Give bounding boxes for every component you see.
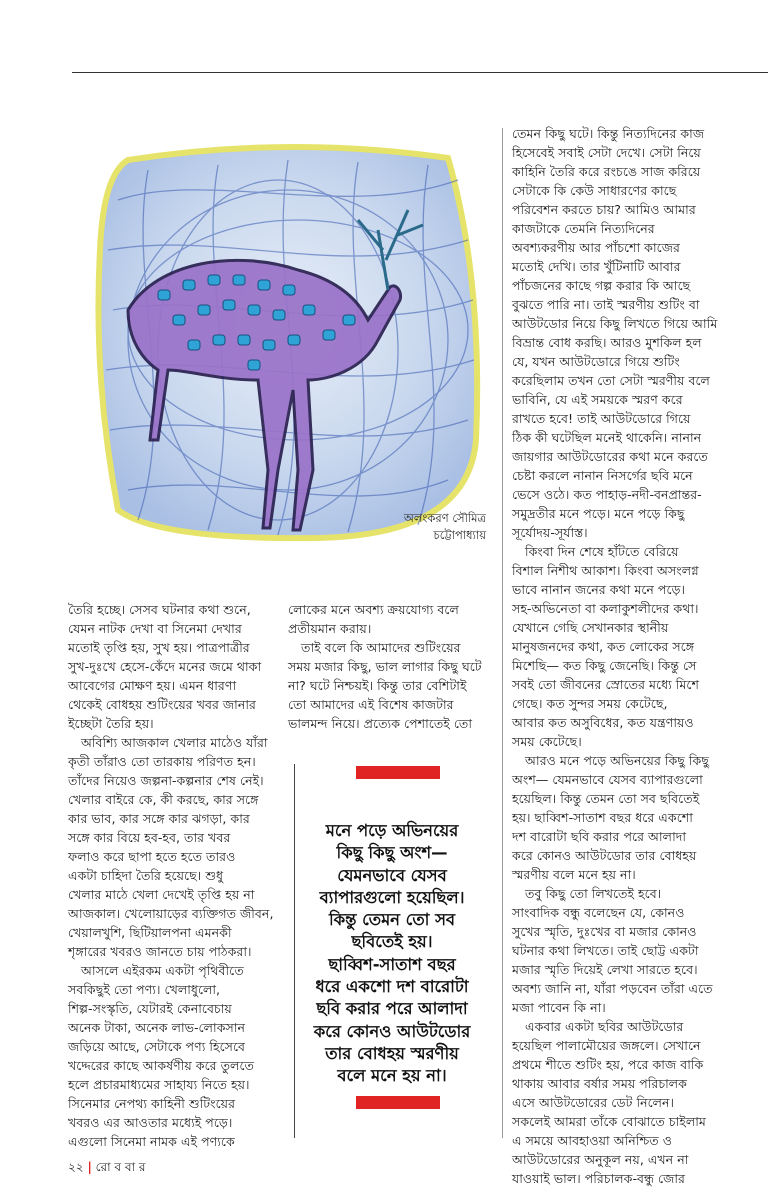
text-line: রাখতে হবে! তাই আউটডোরে গিয়ে	[512, 411, 691, 426]
text-line: কার ভাব, কার সঙ্গে কার ঝগড়া, কার	[68, 811, 250, 826]
text-line: হয়েছিল। কিন্তু তেমন তো সব ছবিতেই	[512, 791, 700, 806]
text-line: শৃঙ্গারের খবরও জানতে চায় পাঠকরা।	[68, 944, 252, 959]
pullquote-line: ধরে একশো দশ বারোটা	[315, 977, 469, 997]
text-line: ভাবে নানান জনের কথা মনে পড়ে।	[512, 582, 686, 597]
page-number: ২২	[68, 1160, 84, 1174]
article-column-1	[68, 600, 280, 1151]
text-line: সময় মজার কিছু, ভাল লাগার কিছু ঘটে	[288, 659, 482, 674]
text-line: যে, যখন আউটডোরে গিয়ে শুটিং	[512, 354, 680, 369]
text-line: অনেক টাকা, অনেক লাভ-লোকসান	[68, 1020, 245, 1035]
text-line: পরিবেশন করতে চায়? আমিও আমার	[512, 202, 696, 217]
text-line: আবেগের মোক্ষণ হয়। এমন ধারণা	[68, 678, 237, 693]
text-line: ফলাও করে ছাপা হতে হতে তারও	[68, 849, 236, 864]
magazine-name: রো ব বা র	[95, 1160, 146, 1174]
text-line: তাই বলে কি আমাদের শুটিংয়ের	[301, 640, 461, 655]
text-line: কাজটাকে তেমনি নিত্যদিনের	[512, 221, 655, 236]
text-line: সবকিছুই তো পণ্য। খেলাধুলো,	[68, 982, 221, 997]
text-line: বিশাল নিশীথ আকাশ। কিংবা অসংলগ্ন	[512, 563, 699, 578]
text-line: যেখানে গেছি সেখানকার স্থানীয়	[512, 620, 669, 635]
pullquote-line: করে কোনও আউটডোর	[313, 1021, 471, 1041]
text-line: বিভ্রান্ত বোধ করছি। আরও মুশকিল হল	[512, 335, 702, 350]
text-line: ভালমন্দ নিয়ে। প্রত্যেক পেশাতেই তো	[288, 716, 473, 731]
text-line: যেমন নাটক দেখা বা সিনেমা দেখার	[68, 621, 242, 636]
text-line: লোকের মনে অবশ্য ক্রয়যোগ্য বলে	[288, 602, 459, 617]
text-line: শিল্প-সংস্কৃতি, যেটারই কেনাবেচায়	[68, 1001, 232, 1016]
pullquote	[300, 820, 484, 1088]
text-line: খেলার বাইরে কে, কী করছে, কার সঙ্গে	[68, 792, 259, 807]
text-line: তেমন কিছু ঘটে। কিন্তু নিত্যদিনের কাজ	[512, 126, 705, 141]
text-line: ইচ্ছেটা তৈরি হয়।	[68, 716, 154, 731]
pullquote-line: যেমনভাবে যেসব	[337, 865, 447, 885]
text-line: প্রতীয়মান করায়।	[288, 621, 372, 636]
pullquote-line: ছাব্বিশ-সাতাশ বছর	[328, 954, 456, 974]
text-line: স্মরণীয় বলে মনে হয় না।	[512, 867, 636, 882]
text-line: আউটডোর নিয়ে কিছু লিখতে গিয়ে আমি	[512, 316, 718, 331]
text-line: সূর্যোদয়-সূর্যাস্ত।	[512, 525, 588, 540]
text-line: করে কোনও আউটডোর তার বোধহয়	[512, 848, 697, 863]
top-rule	[72, 72, 768, 73]
text-line: আজকাল। খেলোয়াড়ের ব্যক্তিগত জীবন,	[68, 906, 274, 921]
text-line: খবরও এর আওতার মধ্যেই পড়ে।	[68, 1115, 233, 1130]
pullquote-line: ছবি করার পরে আলাদা	[316, 999, 468, 1019]
pullquote-top-bar	[356, 766, 440, 779]
text-line: যাওয়াই ভাল। পরিচালক-বন্ধু জোর	[512, 1171, 685, 1186]
text-line: পাঁচজনের কাছে গল্প করার কি আছে	[512, 278, 691, 293]
text-line: এগুলো সিনেমা নামক এই পণ্যকে	[68, 1134, 235, 1149]
pullquote-rule	[294, 764, 295, 1138]
text-line: প্রথমে শীতে শুটিং হয়, পরে কাজ বাকি	[512, 1057, 704, 1072]
text-line: সুখের স্মৃতি, দুঃখের বা মজার কোনও	[512, 924, 697, 939]
text-line: সুখ-দুঃখে হেসে-কেঁদে মনের জমে থাকা	[68, 659, 262, 674]
pullquote-line: ব্যাপারগুলো হয়েছিল।	[319, 887, 465, 907]
text-line: একটা চাহিদা তৈরি হয়েছে। শুধু	[68, 868, 224, 883]
text-line: খেয়ালখুশি, ছিটিয়ালপনা এমনকী	[68, 925, 232, 940]
pullquote-bottom-bar	[356, 1096, 440, 1109]
text-line: সাংবাদিক বন্ধু বলেছেন যে, কোনও	[512, 905, 685, 920]
text-line: ভাবিনি, যে এই সময়কে স্মরণ করে	[512, 392, 683, 407]
text-line: গেছে। কত সুন্দর সময় কেটেছে,	[512, 696, 668, 711]
text-line: অবশ্য জানি না, যাঁরা পড়বেন তাঁরা এতে	[512, 981, 713, 996]
article-column-3	[512, 124, 766, 1188]
text-line: ঘটনার কথা লিখতে। তাই ছোট্ট একটা	[512, 943, 699, 958]
text-line: থেকেই বোধহয় শুটিংয়ের খবর জানার	[68, 697, 256, 712]
pullquote-line: কিন্তু তেমন তো সব	[328, 910, 456, 930]
footer-separator: |	[87, 1160, 92, 1174]
text-line: অবিশ্যি আজকাল খেলার মাঠেও যাঁরা	[81, 735, 268, 750]
text-line: আবার কত অসুবিধের, কত যন্ত্রণায়ও	[512, 715, 694, 730]
text-line: সহ-অভিনেতা বা কলাকুশলীদের কথা।	[512, 601, 699, 616]
text-line: কিংবা দিন শেষে হাঁটতে বেরিয়ে	[525, 544, 679, 559]
pullquote-line: কিছু কিছু অংশ—	[336, 843, 448, 863]
text-line: সকলেই আমরা তাঁকে বোঝাতে চাইলাম	[512, 1114, 706, 1129]
text-line: হলে প্রচারমাধ্যমের সাহায্য নিতে হয়।	[68, 1077, 250, 1092]
text-line: খদ্দেরের কাছে আকর্ষণীয় করে তুলতে	[68, 1058, 254, 1073]
text-line: দশ বারোটা ছবি করার পরে আলাদা	[512, 829, 686, 844]
text-line: বুঝতে পারি না। তাই স্মরণীয় শুটিং বা	[512, 297, 700, 312]
text-line: আউটডোরের অনুকূল নয়, এখন না	[512, 1152, 689, 1167]
text-line: না? ঘটে নিশ্চয়ই। কিন্তু তার বেশিটাই	[288, 678, 467, 693]
text-line: খেলার মাঠে খেলা দেখেই তৃপ্তি হয় না	[68, 887, 255, 902]
text-line: হয়েছিল পালামৌয়ের জঙ্গলে। সেখানে	[512, 1038, 701, 1053]
illustration-credit	[400, 510, 486, 544]
text-line: আরও মনে পড়ে অভিনয়ের কিছু কিছু	[525, 753, 709, 768]
deer-illustration	[88, 140, 488, 542]
credit-line-1: অলংকরণ সৌমিত্র	[403, 511, 486, 525]
text-line: মতোই তৃপ্তি হয়, সুখ হয়। পাত্রপাত্রীর	[68, 640, 250, 655]
text-line: সেটাকে কি কেউ সাধারণের কাছে	[512, 183, 677, 198]
text-line: করেছিলাম তখন তো সেটা স্মরণীয় বলে	[512, 373, 710, 388]
text-line: ঠিক কী ঘটেছিল মনেই থাকেনি। নানান	[512, 430, 702, 445]
pullquote-line: ছবিতেই হয়।	[351, 932, 433, 952]
text-line: একবার একটা ছবির আউটডোর	[525, 1019, 684, 1034]
text-line: এসে আউটডোরের ডেট নিলেন।	[512, 1095, 675, 1110]
text-line: অংশ— যেমনভাবে যেসব ব্যাপারগুলো	[512, 772, 703, 787]
text-line: মজার স্মৃতি দিয়েই লেখা সারতে হবে।	[512, 962, 698, 977]
text-line: আসলে এইরকম একটা পৃথিবীতে	[81, 963, 244, 978]
text-line: হিসেবেই সবাই সেটা দেখে। সেটা নিয়ে	[512, 145, 701, 160]
pullquote-line: মনে পড়ে অভিনয়ের	[325, 821, 459, 840]
text-line: তবু কিছু তো লিখতেই হবে।	[525, 886, 662, 901]
text-line: সঙ্গে কার বিয়ে হব-হব, তার খবর	[68, 830, 231, 845]
article-column-2	[288, 600, 488, 733]
page-footer	[68, 1159, 146, 1179]
text-line: জায়গার আউটডোরের কথা মনে করতে	[512, 449, 708, 464]
text-line: সিনেমার নেপথ্য কাহিনী শুটিংয়ের	[68, 1096, 235, 1111]
column-rule	[502, 128, 503, 1138]
pullquote-line: তার বোধহয় স্মরণীয়	[325, 1043, 459, 1063]
text-line: মজা পাবেন কি না।	[512, 1000, 606, 1015]
text-line: জড়িয়ে আছে, সেটাকে পণ্য হিসেবে	[68, 1039, 246, 1054]
text-line: মিশেছি— কত কিছু জেনেছি। কিন্তু সে	[512, 658, 697, 673]
pullquote-line: বলে মনে হয় না।	[337, 1066, 447, 1086]
text-line: মতোই দেখি। তার খুঁটিনাটি আবার	[512, 259, 681, 274]
text-line: মানুষজনদের কথা, কত লোকের সঙ্গে	[512, 639, 695, 654]
text-line: সময় কেটেছে।	[512, 734, 582, 749]
text-line: কৃতী তাঁরাও তো তারকায় পরিণত হন।	[68, 754, 256, 769]
text-line: অবশ্যকরণীয় আর পাঁচশো কাজের	[512, 240, 680, 255]
text-line: তো আমাদের এই বিশেষ কাজটার	[288, 697, 454, 712]
text-line: চেষ্টা করলে নানান নিসর্গের ছবি মনে	[512, 468, 693, 483]
text-line: তাঁদের নিয়েও জল্পনা-কল্পনার শেষ নেই।	[68, 773, 264, 788]
text-line: তৈরি হচ্ছে। সেসব ঘটনার কথা শুনে,	[68, 602, 251, 617]
credit-line-2: চট্টোপাধ্যায়	[433, 528, 486, 542]
text-line: সমুদ্রতীর মনে পড়ে। মনে পড়ে কিছু	[512, 506, 685, 521]
text-line: থাকায় আবার বর্ষার সময় পরিচালক	[512, 1076, 687, 1091]
text-line: এ সময়ে আবহাওয়া অনিশ্চিত ও	[512, 1133, 673, 1148]
text-line: সবই তো জীবনের স্রোতের মধ্যে মিশে	[512, 677, 699, 692]
text-line: ভেসে ওঠে। কত পাহাড়-নদী-বনপ্রান্তর-	[512, 487, 702, 502]
text-line: কাহিনি তৈরি করে রংচঙে সাজ করিয়ে	[512, 164, 701, 179]
text-line: হয়। ছাব্বিশ-সাতাশ বছর ধরে একশো	[512, 810, 693, 825]
